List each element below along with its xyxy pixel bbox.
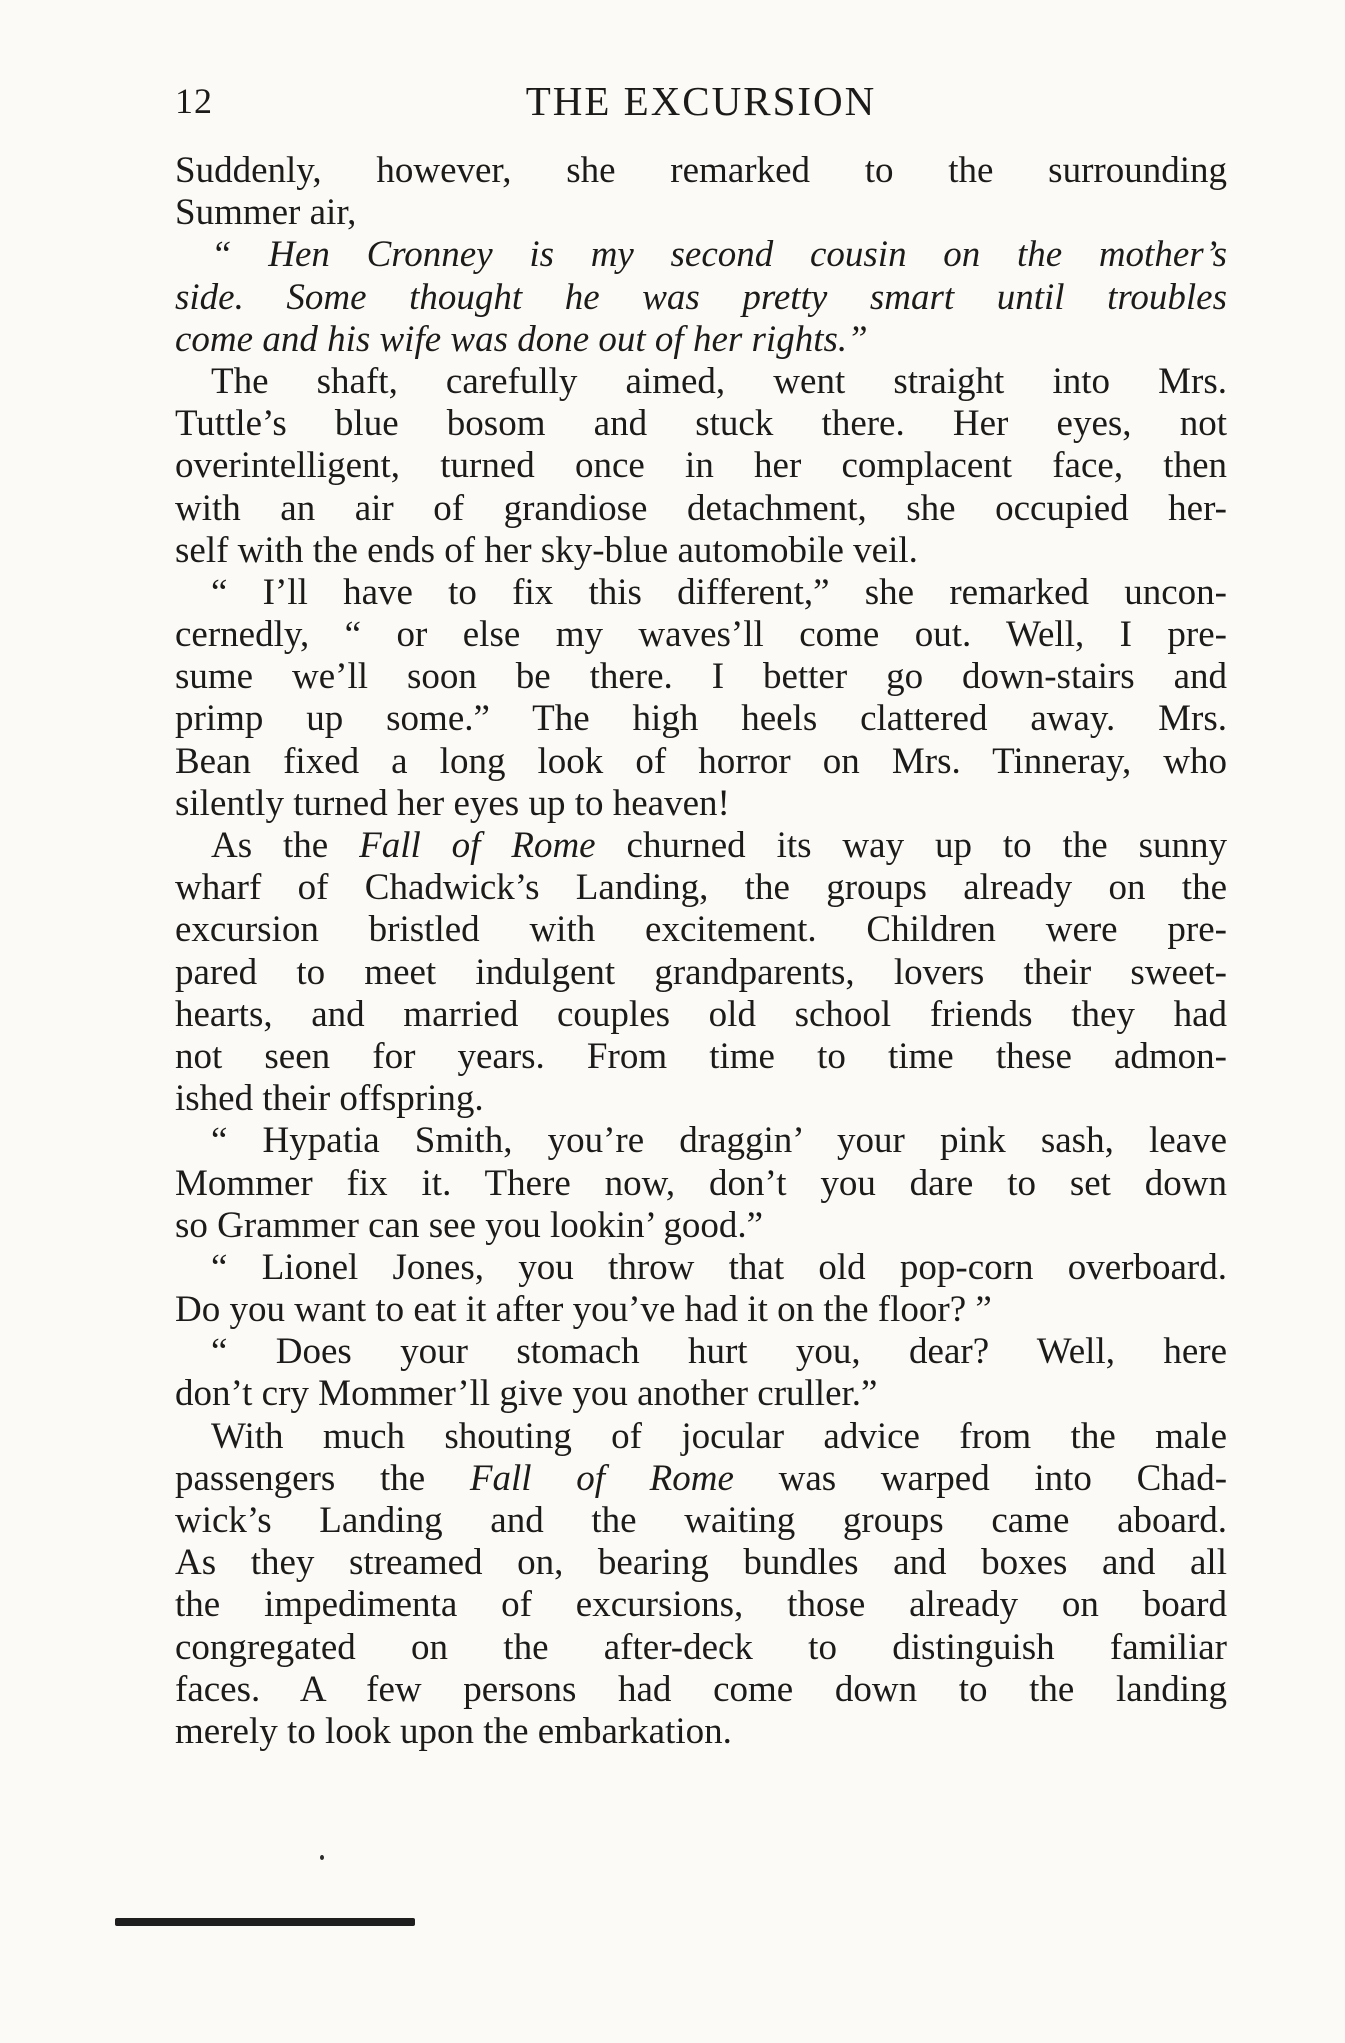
text-line: pared to meet indulgent grandparents, lovers their sweet- bbox=[175, 951, 1227, 993]
text-line: hearts, and married couples old school friends they had bbox=[175, 993, 1227, 1035]
ship-name: Fall of Rome bbox=[469, 1457, 734, 1499]
text-line: Bean fixed a long look of horror on Mrs. Tinneray, who bbox=[175, 740, 1227, 782]
text-fragment: churned its way up to the sunny bbox=[626, 825, 1228, 866]
text-line: merely to look upon the embarkation. bbox=[175, 1710, 732, 1752]
text-line: Tuttle’s blue bosom and stuck there. Her eyes, not bbox=[175, 403, 1227, 445]
page-number: 12 bbox=[175, 81, 213, 121]
italic-text: come and his wife was done out of her rights.” bbox=[175, 318, 868, 360]
text-fragment: was warped into Chad- bbox=[778, 1457, 1228, 1499]
running-head: THE EXCURSION bbox=[525, 78, 877, 124]
text-fragment: As the bbox=[211, 825, 329, 866]
text-line: so Grammer can see you lookin’ good.” bbox=[175, 1204, 764, 1246]
text-line: the impedimenta of excursions, those already on board bbox=[175, 1584, 1227, 1626]
text-line bbox=[175, 277, 1227, 319]
text-line: “ Does your stomach hurt you, dear? Well, here bbox=[211, 1331, 1227, 1373]
italic-text: side. Some thought he was pretty smart until troubles bbox=[175, 276, 1227, 318]
text-line bbox=[175, 825, 1227, 867]
text-line: As they streamed on, bearing bundles and boxes and all bbox=[175, 1542, 1227, 1584]
text-line: ished their offspring. bbox=[175, 1078, 484, 1120]
text-line bbox=[175, 234, 1227, 276]
ink-speck bbox=[320, 1855, 324, 1860]
text-fragment: passengers the bbox=[175, 1457, 426, 1499]
text-line: don’t cry Mommer’ll give you another cruller.” bbox=[175, 1373, 878, 1415]
text-line: The shaft, carefully aimed, went straight into Mrs. bbox=[211, 360, 1227, 402]
text-line: silently turned her eyes up to heaven! bbox=[175, 782, 730, 824]
text-line: wick’s Landing and the waiting groups came aboard. bbox=[175, 1500, 1227, 1541]
text-line: wharf of Chadwick’s Landing, the groups already on the bbox=[175, 867, 1227, 909]
page-header bbox=[175, 78, 1227, 128]
text-line: congregated on the after-deck to distinguish familiar bbox=[175, 1626, 1227, 1668]
text-line: overintelligent, turned once in her complacent face, then bbox=[175, 445, 1227, 487]
text-line: “ Hypatia Smith, you’re draggin’ your pink sash, leave bbox=[211, 1120, 1227, 1162]
text-line: primp up some.” The high heels clattered away. Mrs. bbox=[175, 698, 1227, 740]
text-line: With much shouting of jocular advice from the male bbox=[211, 1415, 1227, 1457]
text-line: not seen for years. From time to time these admon- bbox=[175, 1035, 1227, 1077]
text-line: Mommer fix it. There now, don’t you dare to set down bbox=[175, 1162, 1227, 1204]
ship-name: Fall of Rome bbox=[359, 825, 596, 866]
text-line: Do you want to eat it after you’ve had it on the floor? ” bbox=[175, 1289, 992, 1331]
text-line: with an air of grandiose detachment, she occupied her- bbox=[175, 487, 1227, 529]
text-line: “ I’ll have to fix this different,” she remarked uncon- bbox=[211, 571, 1227, 613]
text-line: excursion bristled with excitement. Children were pre- bbox=[175, 909, 1227, 951]
text-line: cernedly, “ or else my waves’ll come out. Well, I pre- bbox=[175, 614, 1227, 656]
text-line bbox=[175, 1458, 1227, 1500]
text-line: self with the ends of her sky-blue automobile veil. bbox=[175, 529, 918, 571]
text-line: Suddenly, however, she remarked to the surrounding bbox=[175, 150, 1227, 191]
text-line: “ Lionel Jones, you throw that old pop-corn overboard. bbox=[211, 1246, 1227, 1288]
italic-text: “ Hen Cronney is my second cousin on the mother’s bbox=[211, 234, 1227, 276]
text-line: faces. A few persons had come down to the landing bbox=[175, 1668, 1227, 1710]
bottom-ink-rule bbox=[115, 1918, 415, 1926]
body-text bbox=[175, 150, 1227, 1753]
text-line bbox=[175, 319, 1227, 361]
text-line: sume we’ll soon be there. I better go down-stairs and bbox=[175, 656, 1227, 698]
text-line: Summer air, bbox=[175, 192, 357, 234]
